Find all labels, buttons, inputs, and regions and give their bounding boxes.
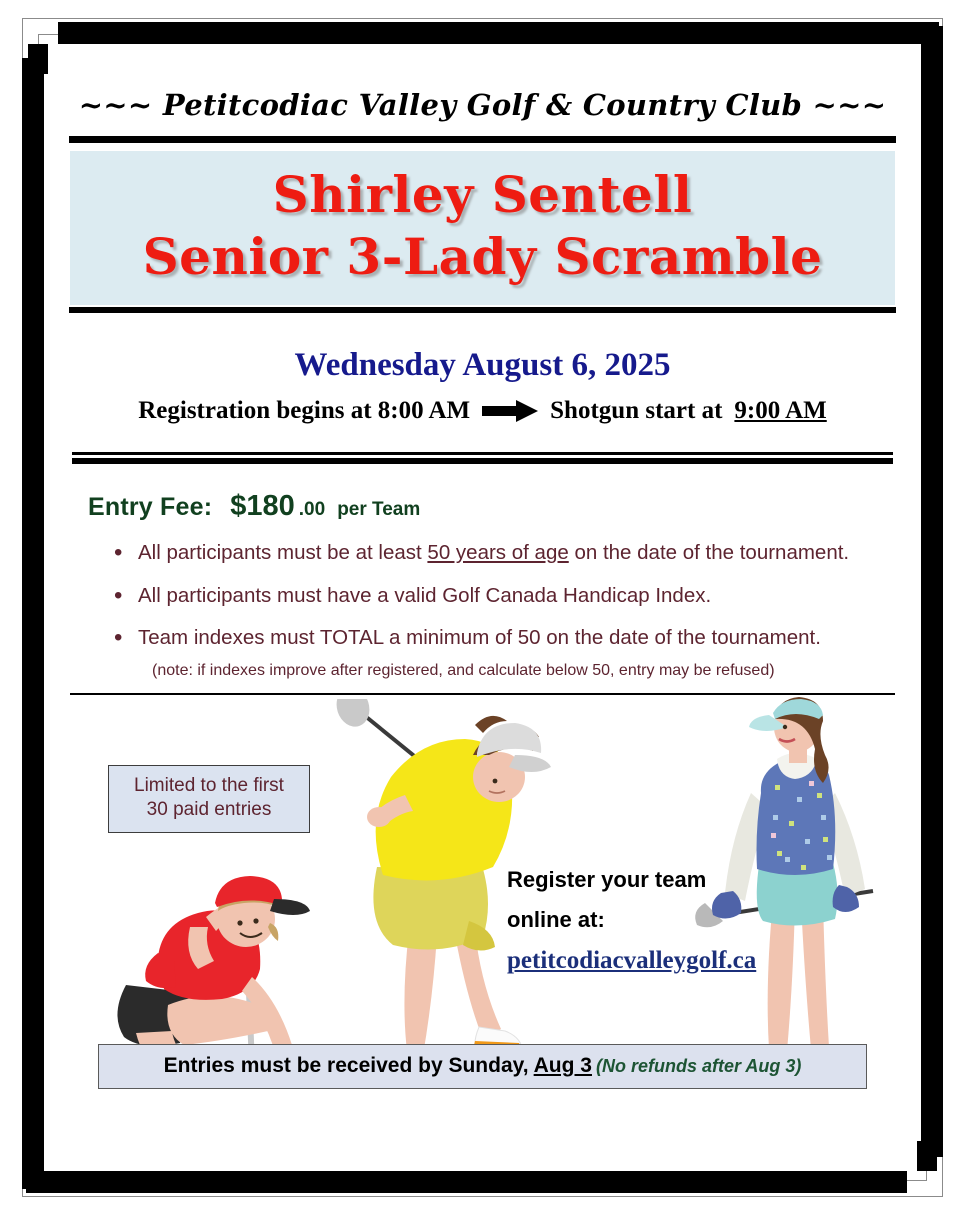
event-date: Wednesday August 6, 2025 bbox=[294, 347, 671, 383]
list-item bbox=[110, 625, 903, 651]
divider-above-illustrations bbox=[70, 693, 895, 695]
list-item bbox=[110, 583, 903, 609]
deadline-date: Aug 3 bbox=[533, 1053, 592, 1077]
shotgun-start-prefix: Shotgun start at bbox=[550, 397, 723, 424]
entry-fee-per-team: per Team bbox=[337, 499, 421, 520]
rule-text-post: on the date of the tournament. bbox=[568, 541, 850, 564]
divider-under-title-band bbox=[69, 307, 896, 313]
register-line-1: Register your team bbox=[507, 866, 707, 892]
limited-entries-line-1: Limited to the first bbox=[134, 774, 284, 796]
deadline-prefix: Entries must be received by Sunday, bbox=[163, 1053, 534, 1077]
shotgun-start-time: 9:00 AM bbox=[734, 397, 827, 424]
illustration-area bbox=[62, 697, 903, 1097]
divider-double bbox=[72, 452, 893, 464]
club-name: ~~~ Petitcodiac Valley Golf & Country Club ~~~ bbox=[78, 88, 887, 122]
rules-note: (note: if indexes improve after registered, and calculate below 50, entry may be refused) bbox=[152, 661, 775, 679]
frame-bar-right bbox=[921, 26, 943, 1157]
divider-double-thick bbox=[72, 458, 893, 464]
limited-entries-callout bbox=[108, 765, 310, 833]
rules-list bbox=[110, 540, 903, 651]
register-block bbox=[507, 867, 756, 975]
registration-url-link[interactable]: petitcodiacvalleygolf.ca bbox=[507, 946, 757, 974]
list-item bbox=[110, 540, 903, 566]
frame-bar-bottom bbox=[26, 1171, 907, 1193]
entry-fee-label: Entry Fee: bbox=[88, 493, 213, 521]
event-title-band bbox=[70, 151, 895, 305]
flyer-content bbox=[62, 58, 903, 1157]
register-line-2: online at: bbox=[507, 906, 605, 932]
schedule-line bbox=[62, 397, 903, 425]
rule-text-underlined: 50 years of age bbox=[427, 541, 569, 564]
entry-fee-amount: $180 bbox=[230, 490, 295, 522]
rule-text-pre: Team indexes must TOTAL a minimum of 50 on the date of the tournament. bbox=[138, 626, 821, 650]
right-arrow-icon bbox=[482, 400, 538, 422]
event-title-line-1: Shirley Sentell bbox=[272, 165, 693, 224]
deadline-banner bbox=[98, 1044, 867, 1089]
registration-time-text: Registration begins at 8:00 AM bbox=[138, 397, 471, 424]
frame-bar-left bbox=[22, 58, 44, 1189]
refund-policy-note: (No refunds after Aug 3) bbox=[595, 1055, 802, 1076]
entry-fee-cents: .00 bbox=[298, 499, 326, 520]
entry-fee-row bbox=[88, 490, 903, 523]
event-title-line-2: Senior 3-Lady Scramble bbox=[142, 227, 823, 286]
divider-under-club-name bbox=[69, 136, 896, 143]
frame-bar-top bbox=[58, 22, 939, 44]
rule-text-pre: All participants must be at least bbox=[138, 541, 428, 564]
rule-text-pre: All participants must have a valid Golf Canada Handicap Index. bbox=[138, 583, 712, 607]
limited-entries-line-2: 30 paid entries bbox=[146, 799, 272, 821]
